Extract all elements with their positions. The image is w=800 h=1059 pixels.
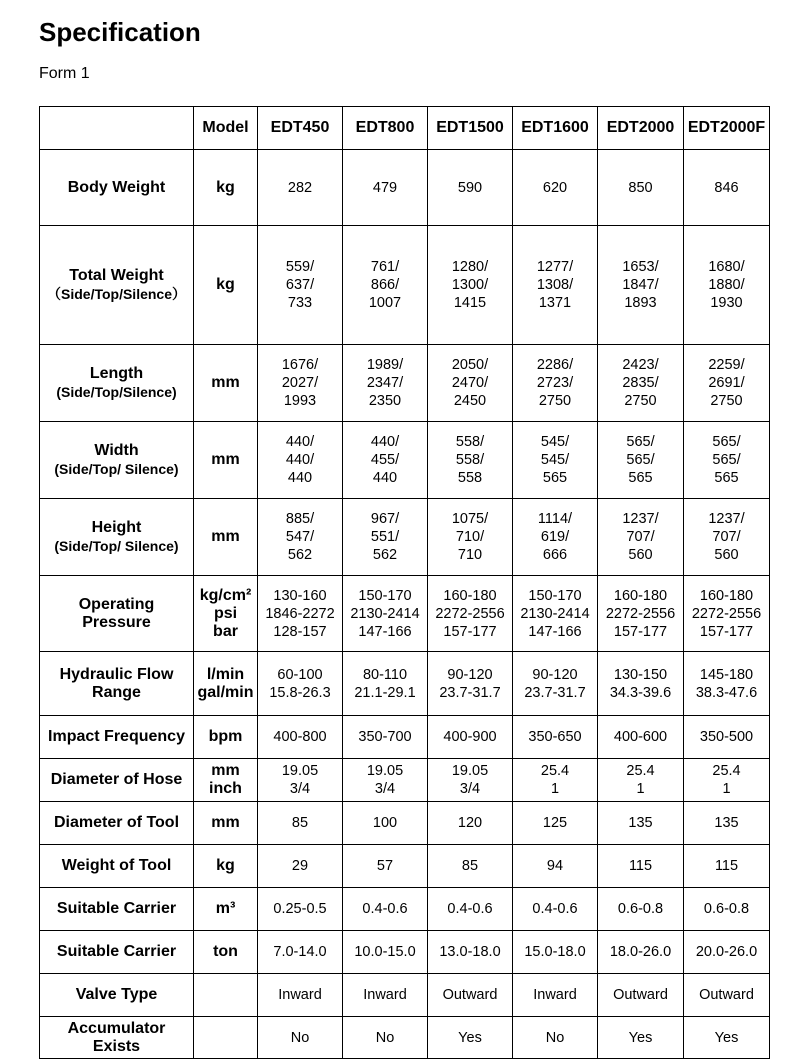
table-row bbox=[40, 422, 770, 499]
row-label: Suitable Carrier bbox=[56, 900, 177, 917]
value-cell: 565/ 565/ 565 bbox=[684, 422, 770, 499]
unit-cell: kg bbox=[194, 226, 258, 345]
value-cell: 0.6-0.8 bbox=[684, 888, 770, 931]
value-cell: 558/ 558/ 558 bbox=[428, 422, 513, 499]
value-cell: 19.05 3/4 bbox=[428, 759, 513, 802]
value-cell: 1237/ 707/ 560 bbox=[598, 499, 684, 576]
table-row bbox=[40, 345, 770, 422]
value-cell: 7.0-14.0 bbox=[258, 931, 343, 974]
row-label-cell bbox=[40, 759, 194, 802]
value-cell: 160-180 2272-2556 157-177 bbox=[684, 576, 770, 652]
value-cell: 0.4-0.6 bbox=[428, 888, 513, 931]
value-cell: No bbox=[258, 1017, 343, 1059]
value-cell: 545/ 545/ 565 bbox=[513, 422, 598, 499]
value-cell: Outward bbox=[428, 974, 513, 1017]
value-cell: Inward bbox=[343, 974, 428, 1017]
unit-cell: mm bbox=[194, 422, 258, 499]
table-row bbox=[40, 652, 770, 716]
table-row bbox=[40, 226, 770, 345]
value-cell: 20.0-26.0 bbox=[684, 931, 770, 974]
value-cell: 80-110 21.1-29.1 bbox=[343, 652, 428, 716]
value-cell: 1075/ 710/ 710 bbox=[428, 499, 513, 576]
row-sublabel: (Side/Top/Silence) bbox=[56, 384, 177, 400]
value-cell: Inward bbox=[513, 974, 598, 1017]
row-label-cell bbox=[40, 150, 194, 226]
value-cell: 761/ 866/ 1007 bbox=[343, 226, 428, 345]
table-row bbox=[40, 576, 770, 652]
row-label-cell bbox=[40, 845, 194, 888]
table-row bbox=[40, 802, 770, 845]
value-cell: 150-170 2130-2414 147-166 bbox=[513, 576, 598, 652]
value-cell: 479 bbox=[343, 150, 428, 226]
value-cell: 85 bbox=[258, 802, 343, 845]
value-cell: 0.25-0.5 bbox=[258, 888, 343, 931]
row-label-cell bbox=[40, 931, 194, 974]
value-cell: 115 bbox=[684, 845, 770, 888]
value-cell: 846 bbox=[684, 150, 770, 226]
specification-table bbox=[39, 106, 770, 1059]
row-label-cell bbox=[40, 345, 194, 422]
value-cell: 130-160 1846-2272 128-157 bbox=[258, 576, 343, 652]
value-cell: 1280/ 1300/ 1415 bbox=[428, 226, 513, 345]
value-cell: 620 bbox=[513, 150, 598, 226]
row-label-cell bbox=[40, 888, 194, 931]
unit-cell: kg bbox=[194, 845, 258, 888]
table-row bbox=[40, 759, 770, 802]
row-label: Operating Pressure bbox=[78, 595, 155, 631]
table-row bbox=[40, 888, 770, 931]
table-row bbox=[40, 974, 770, 1017]
value-cell: 1653/ 1847/ 1893 bbox=[598, 226, 684, 345]
unit-cell bbox=[194, 974, 258, 1017]
value-cell: 350-700 bbox=[343, 716, 428, 759]
unit-cell: mm inch bbox=[194, 759, 258, 802]
table-row bbox=[40, 716, 770, 759]
unit-cell: l/min gal/min bbox=[194, 652, 258, 716]
value-cell: 590 bbox=[428, 150, 513, 226]
row-label-cell bbox=[40, 499, 194, 576]
value-cell: 125 bbox=[513, 802, 598, 845]
row-label: Weight of Tool bbox=[61, 857, 172, 874]
table-row bbox=[40, 499, 770, 576]
value-cell: 100 bbox=[343, 802, 428, 845]
value-cell: 60-100 15.8-26.3 bbox=[258, 652, 343, 716]
row-label-cell bbox=[40, 226, 194, 345]
value-cell: 18.0-26.0 bbox=[598, 931, 684, 974]
row-label: Body Weight bbox=[67, 178, 166, 196]
value-cell: 85 bbox=[428, 845, 513, 888]
value-cell: Outward bbox=[684, 974, 770, 1017]
value-cell: 29 bbox=[258, 845, 343, 888]
value-cell: Outward bbox=[598, 974, 684, 1017]
value-cell: 130-150 34.3-39.6 bbox=[598, 652, 684, 716]
value-cell: 1277/ 1308/ 1371 bbox=[513, 226, 598, 345]
value-cell: 0.4-0.6 bbox=[513, 888, 598, 931]
row-label: Suitable Carrier bbox=[56, 943, 177, 960]
value-cell: 13.0-18.0 bbox=[428, 931, 513, 974]
value-cell: 565/ 565/ 565 bbox=[598, 422, 684, 499]
value-cell: 150-170 2130-2414 147-166 bbox=[343, 576, 428, 652]
model-label: Model bbox=[194, 107, 258, 150]
value-cell: Yes bbox=[598, 1017, 684, 1059]
row-sublabel: (Side/Top/ Silence) bbox=[54, 461, 179, 477]
row-label-cell bbox=[40, 422, 194, 499]
unit-cell: ton bbox=[194, 931, 258, 974]
unit-cell: mm bbox=[194, 499, 258, 576]
value-cell: 160-180 2272-2556 157-177 bbox=[428, 576, 513, 652]
value-cell: 440/ 440/ 440 bbox=[258, 422, 343, 499]
row-label: Valve Type bbox=[75, 986, 158, 1003]
value-cell: 850 bbox=[598, 150, 684, 226]
value-cell: 967/ 551/ 562 bbox=[343, 499, 428, 576]
value-cell: 400-900 bbox=[428, 716, 513, 759]
model-header: EDT450 bbox=[258, 107, 343, 150]
row-label: Hydraulic Flow Range bbox=[59, 665, 174, 701]
header-empty-cell bbox=[40, 107, 194, 150]
value-cell: 2286/ 2723/ 2750 bbox=[513, 345, 598, 422]
model-header: EDT800 bbox=[343, 107, 428, 150]
value-cell: Inward bbox=[258, 974, 343, 1017]
value-cell: 350-500 bbox=[684, 716, 770, 759]
row-label-cell bbox=[40, 652, 194, 716]
unit-cell: kg bbox=[194, 150, 258, 226]
row-sublabel: （Side/Top/Silence） bbox=[47, 286, 186, 302]
value-cell: 25.4 1 bbox=[684, 759, 770, 802]
table-row bbox=[40, 931, 770, 974]
row-label: Width bbox=[94, 442, 139, 459]
value-cell: 15.0-18.0 bbox=[513, 931, 598, 974]
value-cell: No bbox=[513, 1017, 598, 1059]
value-cell: 282 bbox=[258, 150, 343, 226]
table-row bbox=[40, 1017, 770, 1059]
value-cell: 10.0-15.0 bbox=[343, 931, 428, 974]
unit-cell: mm bbox=[194, 802, 258, 845]
value-cell: 2423/ 2835/ 2750 bbox=[598, 345, 684, 422]
value-cell: 1114/ 619/ 666 bbox=[513, 499, 598, 576]
value-cell: 1680/ 1880/ 1930 bbox=[684, 226, 770, 345]
row-label: Impact Frequency bbox=[48, 728, 185, 745]
value-cell: 1237/ 707/ 560 bbox=[684, 499, 770, 576]
row-label-cell bbox=[40, 974, 194, 1017]
value-cell: 25.4 1 bbox=[513, 759, 598, 802]
value-cell: 1676/ 2027/ 1993 bbox=[258, 345, 343, 422]
unit-cell bbox=[194, 1017, 258, 1059]
row-label: Accumulator Exists bbox=[67, 1019, 166, 1055]
unit-cell: kg/cm² psi bar bbox=[194, 576, 258, 652]
unit-cell: bpm bbox=[194, 716, 258, 759]
row-label: Diameter of Hose bbox=[50, 771, 183, 788]
unit-cell: mm bbox=[194, 345, 258, 422]
value-cell: 115 bbox=[598, 845, 684, 888]
value-cell: Yes bbox=[684, 1017, 770, 1059]
value-cell: 90-120 23.7-31.7 bbox=[513, 652, 598, 716]
value-cell: No bbox=[343, 1017, 428, 1059]
table-row bbox=[40, 150, 770, 226]
unit-cell: m³ bbox=[194, 888, 258, 931]
form-label: Form 1 bbox=[39, 65, 90, 82]
value-cell: 160-180 2272-2556 157-177 bbox=[598, 576, 684, 652]
page-title: Specification bbox=[39, 17, 201, 47]
value-cell: 440/ 455/ 440 bbox=[343, 422, 428, 499]
row-label-cell bbox=[40, 1017, 194, 1059]
row-label-cell bbox=[40, 716, 194, 759]
value-cell: 0.6-0.8 bbox=[598, 888, 684, 931]
specification-table-body bbox=[40, 107, 770, 1059]
table-row bbox=[40, 845, 770, 888]
model-header: EDT1500 bbox=[428, 107, 513, 150]
table-header-row bbox=[40, 107, 770, 150]
value-cell: 0.4-0.6 bbox=[343, 888, 428, 931]
value-cell: 19.05 3/4 bbox=[343, 759, 428, 802]
row-sublabel: (Side/Top/ Silence) bbox=[54, 538, 179, 554]
value-cell: 25.4 1 bbox=[598, 759, 684, 802]
value-cell: 1989/ 2347/ 2350 bbox=[343, 345, 428, 422]
value-cell: 135 bbox=[598, 802, 684, 845]
row-label: Total Weight bbox=[69, 267, 164, 284]
row-label-cell bbox=[40, 576, 194, 652]
row-label: Diameter of Tool bbox=[53, 814, 180, 831]
value-cell: 400-600 bbox=[598, 716, 684, 759]
model-header: EDT1600 bbox=[513, 107, 598, 150]
row-label: Length bbox=[89, 365, 144, 382]
row-label-cell bbox=[40, 802, 194, 845]
value-cell: 19.05 3/4 bbox=[258, 759, 343, 802]
value-cell: 400-800 bbox=[258, 716, 343, 759]
row-label: Height bbox=[91, 519, 142, 536]
value-cell: 2259/ 2691/ 2750 bbox=[684, 345, 770, 422]
value-cell: 90-120 23.7-31.7 bbox=[428, 652, 513, 716]
value-cell: 120 bbox=[428, 802, 513, 845]
model-header: EDT2000 bbox=[598, 107, 684, 150]
value-cell: 94 bbox=[513, 845, 598, 888]
value-cell: 350-650 bbox=[513, 716, 598, 759]
model-header: EDT2000F bbox=[684, 107, 770, 150]
value-cell: 559/ 637/ 733 bbox=[258, 226, 343, 345]
value-cell: 57 bbox=[343, 845, 428, 888]
value-cell: 135 bbox=[684, 802, 770, 845]
value-cell: 145-180 38.3-47.6 bbox=[684, 652, 770, 716]
value-cell: 2050/ 2470/ 2450 bbox=[428, 345, 513, 422]
value-cell: 885/ 547/ 562 bbox=[258, 499, 343, 576]
value-cell: Yes bbox=[428, 1017, 513, 1059]
